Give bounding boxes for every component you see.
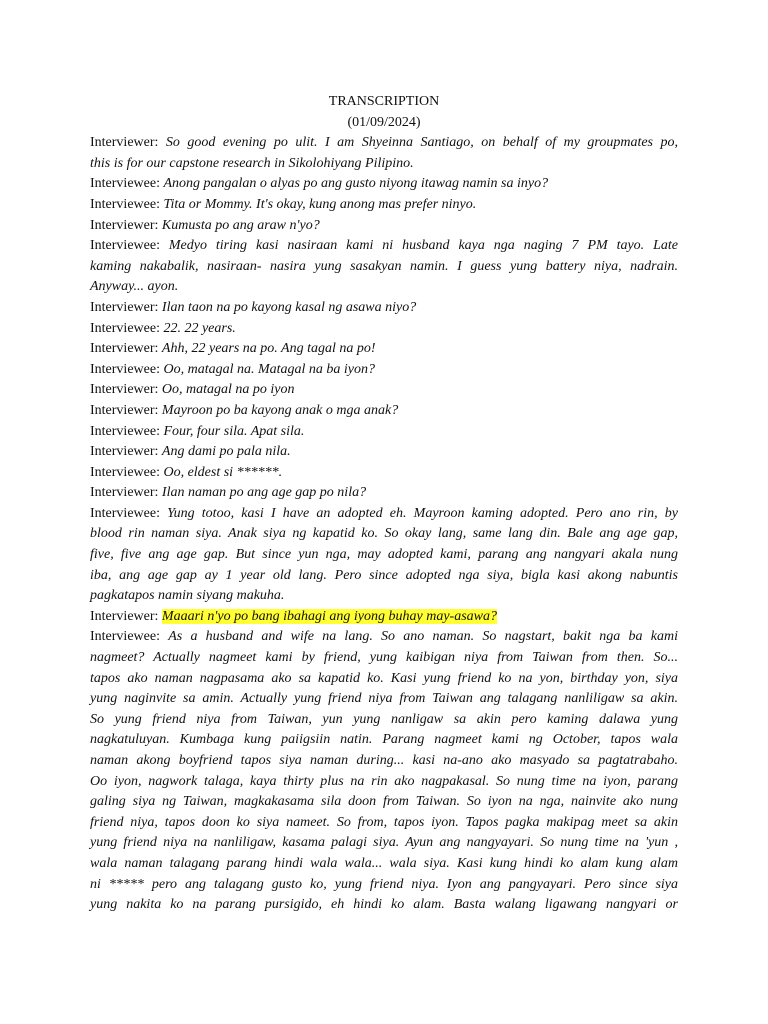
transcript-line xyxy=(90,504,678,525)
utterance-text: wala naman talagang parang hindi wala wala... wala siya. Kasi kung hindi ko alam kung alam xyxy=(90,855,678,871)
speaker-label: Interviewee: xyxy=(90,320,164,336)
utterance-text: blood rin naman siya. Anak siya ng kapatid ko. So okay lang, same lang din. Bale ang age gap, xyxy=(90,526,678,542)
utterance-text: kaming nakabalik, nasiraan- nasira yung sasakyan namin. I guess yung battery niya, nadrain. xyxy=(90,258,678,274)
document-date: (01/09/2024) xyxy=(347,114,421,130)
utterance-text: 22. 22 years. xyxy=(163,320,236,336)
transcript-line xyxy=(90,669,678,690)
transcript-line xyxy=(90,833,678,854)
transcript-line xyxy=(90,133,678,154)
transcript-line xyxy=(90,792,678,813)
transcript-line xyxy=(90,648,678,669)
utterance-text: five, five ang age gap. But since yun nga, may adopted kami, parang ang nangyari akala nung xyxy=(90,547,678,563)
transcript-line xyxy=(90,401,678,422)
utterance-text: So good evening po ulit. I am Shyeinna Santiago, on behalf of my groupmates po, xyxy=(165,135,678,151)
utterance-text: Oo, eldest si ******. xyxy=(163,464,283,480)
speaker-label: Interviewee: xyxy=(90,176,164,192)
speaker-label: Interviewer: xyxy=(90,444,162,460)
speaker-label: Interviewee: xyxy=(90,196,164,212)
utterance-text: iba, ang age gap ay 1 year old lang. Pero since adopted nga siya, bigla kasi akong nabuntis xyxy=(90,567,678,583)
transcript-line xyxy=(90,875,678,896)
transcript-line xyxy=(90,442,678,463)
utterance-text: this is for our capstone research in Sikolohiyang Pilipino. xyxy=(90,155,414,171)
utterance-text: Oo iyon, nagwork talaga, kaya thirty plus na rin ako nagpakasal. So nung time na iyon, parang xyxy=(90,773,678,789)
transcript-line xyxy=(90,360,678,381)
utterance-text: Ahh, 22 years na po. Ang tagal na po! xyxy=(161,341,376,357)
transcript-line xyxy=(90,319,678,340)
transcript-line xyxy=(90,524,678,545)
utterance-text: yung nakita ko na parang pursigido, eh hindi ko alam. Basta walang ligawang nangyari or xyxy=(90,897,678,913)
utterance-text: ni ***** pero ang talagang gusto ko, yung friend niya. Iyon ang pangyayari. Pero since siya xyxy=(90,876,678,892)
speaker-label: Interviewer: xyxy=(90,217,162,233)
transcript-line xyxy=(90,586,678,607)
utterance-text: friend niya, tapos doon ko siya nameet. So from, tapos iyon. Tapos pagka makipag meet sa akin xyxy=(90,814,678,830)
utterance-text: galing siya ng Taiwan, magkakasama sila doon from Taiwan. So iyon na nga, nainvite ako nung xyxy=(90,794,678,810)
transcript-line xyxy=(90,607,678,628)
speaker-label: Interviewee: xyxy=(90,361,164,377)
utterance-text: Tita or Mommy. It's okay, kung anong mas prefer ninyo. xyxy=(163,196,477,212)
speaker-label: Interviewee: xyxy=(90,238,169,254)
utterance-text: Kumusta po ang araw n'yo? xyxy=(161,217,320,233)
utterance-text: tapos ako naman nagpasama ako sa kapatid ko. Kasi yung friend ko na yon, birthday yon, siya xyxy=(90,670,678,686)
transcript-line xyxy=(90,854,678,875)
utterance-text: Anyway... ayon. xyxy=(90,279,179,295)
transcript-line xyxy=(90,751,678,772)
utterance-text: So yung friend niya from Taiwan, yun yung nanligaw sa akin pero kaming dalawa yung xyxy=(90,711,678,727)
utterance-text: naman akong boyfriend tapos siya naman during... kasi na-ano ako masyado sa pagtatrabaho. xyxy=(90,753,678,768)
utterance-text: Mayroon po ba kayong anak o mga anak? xyxy=(161,402,399,418)
transcript-line xyxy=(90,422,678,443)
transcript-line xyxy=(90,463,678,484)
transcript-line xyxy=(90,710,678,731)
speaker-label: Interviewer: xyxy=(90,382,162,398)
utterance-text: Ilan taon na po kayong kasal ng asawa niyo? xyxy=(161,299,417,315)
transcript-line xyxy=(90,339,678,360)
utterance-text: Ang dami po pala nila. xyxy=(161,444,291,460)
transcript-line xyxy=(90,813,678,834)
utterance-text: yung friend niya na nanliligaw, kasama palagi siya. Ayun ang nangyayari. So nung time na 'yun , xyxy=(90,835,678,851)
speaker-label: Interviewer: xyxy=(90,341,162,357)
transcript-line xyxy=(90,380,678,401)
transcript-line xyxy=(90,216,678,237)
transcript-line xyxy=(90,566,678,587)
utterance-text: Ilan naman po ang age gap po nila? xyxy=(161,485,367,501)
transcript-body xyxy=(90,133,678,916)
transcript-line xyxy=(90,154,678,175)
speaker-label: Interviewer: xyxy=(90,135,166,151)
utterance-text: yung naginvite sa amin. Actually yung friend niya from Taiwan ang talagang nanliligaw sa akin. xyxy=(90,691,678,707)
transcript-line xyxy=(90,730,678,751)
utterance-text: Medyo tiring kasi nasiraan kami ni husband kaya nga naging 7 PM tayo. Late xyxy=(168,238,678,254)
highlighted-question: Maaari n'yo po bang ibahagi ang iyong buhay may-asawa? xyxy=(161,608,497,624)
transcript-line xyxy=(90,277,678,298)
transcript-line xyxy=(90,483,678,504)
transcript-line xyxy=(90,689,678,710)
utterance-text: pagkatapos namin siyang makuha. xyxy=(90,588,285,604)
utterance-text: Four, four sila. Apat sila. xyxy=(163,423,305,439)
utterance-text: nagkatuluyan. Kumbaga kung paiigsiin natin. Parang nagmeet kami ng October, tapos wala xyxy=(90,732,678,748)
speaker-label: Interviewee: xyxy=(90,629,169,645)
speaker-label: Interviewee: xyxy=(90,464,164,480)
transcript-line xyxy=(90,627,678,648)
utterance-text: Anong pangalan o alyas po ang gusto niyong itawag namin sa inyo? xyxy=(163,176,549,192)
speaker-label: Interviewer: xyxy=(90,485,162,501)
transcript-line xyxy=(90,174,678,195)
speaker-label: Interviewee: xyxy=(90,423,164,439)
transcript-line xyxy=(90,895,678,916)
document-title: TRANSCRIPTION xyxy=(328,94,440,109)
speaker-label: Interviewer: xyxy=(90,608,162,624)
utterance-text: Oo, matagal na. Matagal na ba iyon? xyxy=(163,361,376,377)
transcript-line xyxy=(90,195,678,216)
transcript-line xyxy=(90,236,678,257)
utterance-text: Oo, matagal na po iyon xyxy=(161,382,295,398)
speaker-label: Interviewee: xyxy=(90,505,168,521)
transcript-line xyxy=(90,257,678,278)
transcript-line xyxy=(90,545,678,566)
utterance-text: As a husband and wife na lang. So ano naman. So nagstart, bakit nga ba kami xyxy=(168,629,678,645)
speaker-label: Interviewer: xyxy=(90,299,162,315)
utterance-text: Yung totoo, kasi I have an adopted eh. Mayroon kaming adopted. Pero ano rin, by xyxy=(167,505,678,521)
speaker-label: Interviewer: xyxy=(90,402,162,418)
transcript-line xyxy=(90,772,678,793)
utterance-text: nagmeet? Actually nagmeet kami by friend, yung kaibigan niya from Taiwan from then. So... xyxy=(90,650,678,666)
transcript-line xyxy=(90,298,678,319)
